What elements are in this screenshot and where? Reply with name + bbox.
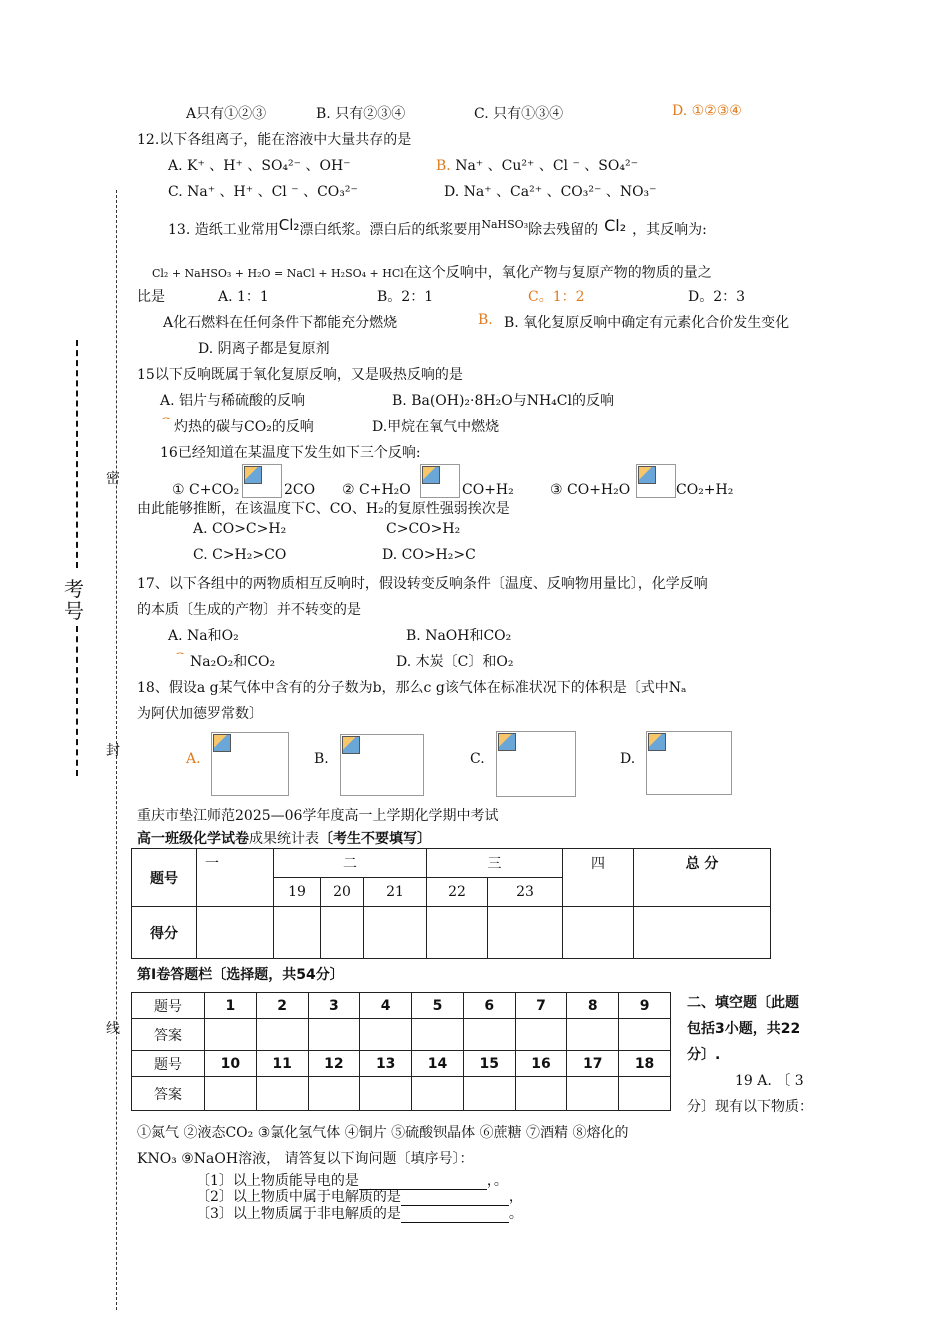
score-h-san: 三 (427, 849, 563, 878)
answer-num: 9 (619, 993, 671, 1019)
q16-stem: 16已经知道在某温度下发生如下三个反响: (160, 445, 421, 461)
answer-row-2 (132, 1077, 671, 1111)
score-h-tihao: 题号 (132, 849, 197, 907)
substances-line-1: ①氮气 ②液态CO₂ ③氯化氢气体 ④铜片 ⑤硫酸钡晶体 ⑥蔗糖 ⑦酒精 ⑧熔化的 (137, 1125, 629, 1141)
sub-q3-blank[interactable] (401, 1206, 509, 1223)
image-placeholder-icon (498, 733, 516, 751)
answer-cell[interactable] (567, 1019, 619, 1051)
q16-reaction-3a: ③ CO+H₂O (550, 482, 631, 498)
answer-label-daan: 答案 (132, 1019, 205, 1051)
q18-stem-1: 18、假设a g某气体中含有的分子数为b，那么c g该气体在标准状况下的体积是〔式中Nₐ (137, 680, 687, 696)
answer-label-tihao: 题号 (132, 993, 205, 1019)
q13-stem (168, 216, 707, 239)
sub-question-3 (196, 1203, 523, 1223)
q17-option-c-text (190, 651, 291, 671)
score-cell (197, 907, 274, 959)
side-char-mi: 密 (106, 471, 120, 487)
q15-stem: 15以下反响既属于氧化复原反响，又是吸热反响的是 (137, 367, 463, 383)
score-h-yi: 一 (197, 849, 274, 907)
q18-option-d: D. (620, 751, 636, 767)
q11-option-c: C. 只有①③④ (474, 106, 564, 122)
score-sub-21: 21 (364, 878, 427, 907)
q16-option-a: A. CO>C>H₂ (193, 521, 287, 537)
answer-cell[interactable] (308, 1019, 360, 1051)
q12-option-c: C. Na⁺ 、H⁺ 、Cl ⁻ 、CO₃²⁻ (168, 184, 358, 200)
q16-option-c: C. C>H₂>CO (193, 547, 287, 563)
substances-line-2: KNO₃ ⑨NaOH溶液， 请答复以下询问题〔填序号〕： (137, 1151, 474, 1167)
score-title-mid: 成果统计表 (249, 831, 319, 847)
image-placeholder-icon (342, 736, 360, 754)
answer-cell[interactable] (619, 1077, 671, 1111)
q18-option-a: A. (186, 751, 201, 767)
q12-option-b-text: Na⁺ 、Cu²⁺ 、Cl ⁻ 、SO₄²⁻ (450, 158, 638, 174)
score-sub-22: 22 (427, 878, 488, 907)
q12-option-b: B. Na⁺ 、Cu²⁺ 、Cl ⁻ 、SO₄²⁻ (436, 158, 638, 174)
q15-option-b: B. Ba(OH)₂·8H₂O与NH₄Cl的反响 (392, 393, 614, 409)
answer-num: 4 (360, 993, 412, 1019)
answer-num: 14 (412, 1051, 464, 1077)
sub-q2-text: 〔2〕以上物质中属于电解质的是 (196, 1189, 401, 1205)
score-cell (321, 907, 364, 959)
q17-stem-1: 17、以下各组中的两物质相互反响时，假设转变反响条件〔温度、反响物用量比〕，化学反响 (137, 576, 708, 592)
score-cell (427, 907, 488, 959)
q15-option-a: A. 铝片与稀硫酸的反响 (160, 393, 306, 409)
answer-num: 10 (205, 1051, 257, 1077)
answer-cell[interactable] (412, 1077, 464, 1111)
q14-option-d: D. 阴离子都是复原剂 (198, 341, 330, 357)
q13-cl2-formula: Cl₂ (278, 216, 300, 234)
answer-cell[interactable] (515, 1077, 567, 1111)
sub-q1-text: 〔1〕以上物质能导电的是 (196, 1173, 359, 1189)
q11-option-b: B. 只有②③④ (316, 106, 406, 122)
q18-formula-image-a (211, 732, 289, 796)
answer-num: 6 (463, 993, 515, 1019)
score-sub-19: 19 (274, 878, 321, 907)
answer-cell[interactable] (205, 1019, 257, 1051)
score-h-zong: 总 分 (634, 849, 771, 907)
q13-equation-line (152, 262, 712, 282)
q16-reaction-2a: ② C+H₂O (342, 482, 411, 498)
answer-cell[interactable] (205, 1077, 257, 1111)
answer-num: 18 (619, 1051, 671, 1077)
fill-title-1: 二、填空题〔此题 (687, 995, 799, 1011)
score-title-paren: 〔考生不要填写〕 (319, 831, 431, 847)
answer-num: 8 (567, 993, 619, 1019)
q18-option-c: C. (470, 751, 485, 767)
q13-equation: Cl₂ + NaHSO₃ + H₂O = NaCl + H₂SO₄ + HCl (152, 267, 404, 280)
score-title-bold: 高一班级化学试卷 (137, 831, 249, 847)
q16-infer: 由此能够推断，在该温度下C、CO、H₂的复原性强弱挨次是 (137, 501, 510, 517)
exam-title: 重庆市垫江师范2025—06学年度高一上学期化学期中考试 (137, 808, 499, 824)
answer-row-numbers-2 (132, 1051, 671, 1077)
q17-c-text: Na₂O₂和CO₂ (174, 654, 275, 670)
score-cell (563, 907, 634, 959)
q16-reaction-2b: CO+H₂ (462, 482, 514, 498)
score-h-defen: 得分 (132, 907, 197, 959)
answer-cell[interactable] (308, 1077, 360, 1111)
q16-arrow-image-2 (420, 464, 460, 498)
answer-section-title: 第Ⅰ卷答题栏〔选择题，共54分〕 (137, 967, 344, 983)
answer-cell[interactable] (515, 1019, 567, 1051)
q15-option-d: D.甲烷在氧气中燃烧 (372, 419, 500, 435)
answer-num: 1 (205, 993, 257, 1019)
kaohao-line-top (76, 340, 80, 568)
q14-option-b: B. (478, 312, 493, 328)
score-sub-20: 20 (321, 878, 364, 907)
q13-option-a: A. 1：1 (218, 289, 269, 305)
side-char-feng: 封 (106, 743, 120, 759)
answer-cell[interactable] (360, 1019, 412, 1051)
q13-option-c: C。1：2 (528, 289, 585, 305)
sub-q3-end: 。 (508, 1206, 523, 1222)
answer-cell[interactable] (463, 1019, 515, 1051)
score-table-title (137, 828, 431, 848)
answer-num: 12 (308, 1051, 360, 1077)
answer-num: 5 (412, 993, 464, 1019)
image-placeholder-icon (422, 466, 440, 484)
q13-stem-b: 漂白纸浆。漂白后的纸浆要用 (299, 222, 482, 238)
q16-reaction-1b: 2CO (284, 482, 316, 498)
q11-option-d: D. ①②③④ (672, 103, 742, 119)
q15-option-c-text (174, 416, 328, 436)
kaohao-label: 考号 (64, 577, 84, 623)
score-cell (488, 907, 563, 959)
answer-cell[interactable] (256, 1019, 308, 1051)
q16-arrow-image-3 (636, 464, 676, 498)
q19-b: 分〕现有以下物质： (687, 1099, 813, 1115)
score-h-er: 二 (274, 849, 427, 878)
score-h-si: 四 (563, 849, 634, 907)
score-cell (634, 907, 771, 959)
q13-nahso3-formula: NaHSO₃ (481, 218, 529, 231)
answer-num: 13 (360, 1051, 412, 1077)
q17-stem-2: 的本质〔生成的产物〕并不转变的是 (137, 602, 361, 618)
q13-option-b: B。2：1 (377, 289, 434, 305)
kaohao-line-bottom (76, 626, 80, 776)
answer-num: 11 (256, 1051, 308, 1077)
answer-num: 3 (308, 993, 360, 1019)
q12-option-a: A. K⁺ 、H⁺ 、SO₄²⁻ 、OH⁻ (168, 158, 351, 174)
answer-cell[interactable] (412, 1019, 464, 1051)
answer-num: 16 (515, 1051, 567, 1077)
q18-formula-image-c (496, 731, 576, 797)
sub-q3-text: 〔3〕以上物质属于非电解质的是 (196, 1206, 401, 1222)
answer-cell[interactable] (256, 1077, 308, 1111)
answer-label-daan: 答案 (132, 1077, 205, 1111)
q13-stem-d: ，其反响为: (632, 222, 707, 238)
q14-option-a: A化石燃料在任何条件下都能充分燃烧 (163, 315, 398, 331)
q16-option-b-text (386, 521, 476, 537)
answer-cell[interactable] (619, 1019, 671, 1051)
answer-num: 7 (515, 993, 567, 1019)
q17-option-d: D. 木炭〔C〕和O₂ (396, 654, 514, 670)
answer-num: 2 (256, 993, 308, 1019)
q16-option-d: D. CO>H₂>C (382, 547, 476, 563)
answer-row-numbers-1 (132, 993, 671, 1019)
q13-cl2-formula-2: Cl₂ (604, 216, 627, 235)
q18-option-b: B. (314, 751, 329, 767)
q15-c-text: 灼热的碳与CO₂的反响 (160, 419, 314, 435)
answer-num: 17 (567, 1051, 619, 1077)
image-placeholder-icon (244, 466, 262, 484)
q17-option-a: A. Na和O₂ (168, 628, 239, 644)
q13-stem-c: 除去残留的 (528, 222, 599, 238)
fill-title-3: 分〕. (687, 1047, 721, 1063)
fill-title-2: 包括3小题，共22 (687, 1021, 801, 1037)
q13-stem-a: 13. 造纸工业常用 (168, 222, 279, 238)
q11-option-a: A只有①②③ (186, 106, 267, 122)
q16-b-text: C>CO>H₂ (370, 521, 460, 537)
q13-equation-tail: 在这个反响中，氧化产物与复原产物的物质的量之 (403, 265, 712, 281)
image-placeholder-icon (213, 734, 231, 752)
answer-table (131, 992, 671, 1111)
answer-cell[interactable] (463, 1077, 515, 1111)
q12-stem: 12.以下各组离子，能在溶液中大量共存的是 (137, 132, 412, 148)
q13-option-d: D。2：3 (688, 289, 746, 305)
answer-cell[interactable] (567, 1077, 619, 1111)
sub-q1-end: ，。 (486, 1173, 508, 1189)
q16-reaction-1a: ① C+CO₂ (172, 482, 240, 498)
score-cell (274, 907, 321, 959)
q18-stem-2: 为阿伏加德罗常数〕 (137, 706, 263, 722)
image-placeholder-icon (648, 733, 666, 751)
score-table (131, 848, 771, 959)
answer-cell[interactable] (360, 1077, 412, 1111)
score-sub-23: 23 (488, 878, 563, 907)
q18-formula-image-b (340, 734, 424, 796)
answer-label-tihao: 题号 (132, 1051, 205, 1077)
q16-arrow-image-1 (242, 464, 282, 498)
side-char-xian: 线 (106, 1021, 120, 1037)
answer-row-1 (132, 1019, 671, 1051)
q18-formula-image-d (646, 731, 732, 795)
q17-option-b: B. NaOH和CO₂ (406, 628, 512, 644)
q16-reaction-3b: CO₂+H₂ (676, 482, 734, 498)
sub-q2-end: ， (508, 1189, 523, 1205)
answer-num: 15 (463, 1051, 515, 1077)
q19-a: 19 A. 〔 3 (735, 1073, 804, 1089)
q13-ratio-label: 比是 (137, 289, 165, 305)
score-cell (364, 907, 427, 959)
image-placeholder-icon (638, 466, 656, 484)
q12-option-d: D. Na⁺ 、Ca²⁺ 、CO₃²⁻ 、NO₃⁻ (444, 184, 657, 200)
q14-option-b-text: B. 氧化复原反响中确定有元素化合价发生变化 (504, 315, 790, 331)
